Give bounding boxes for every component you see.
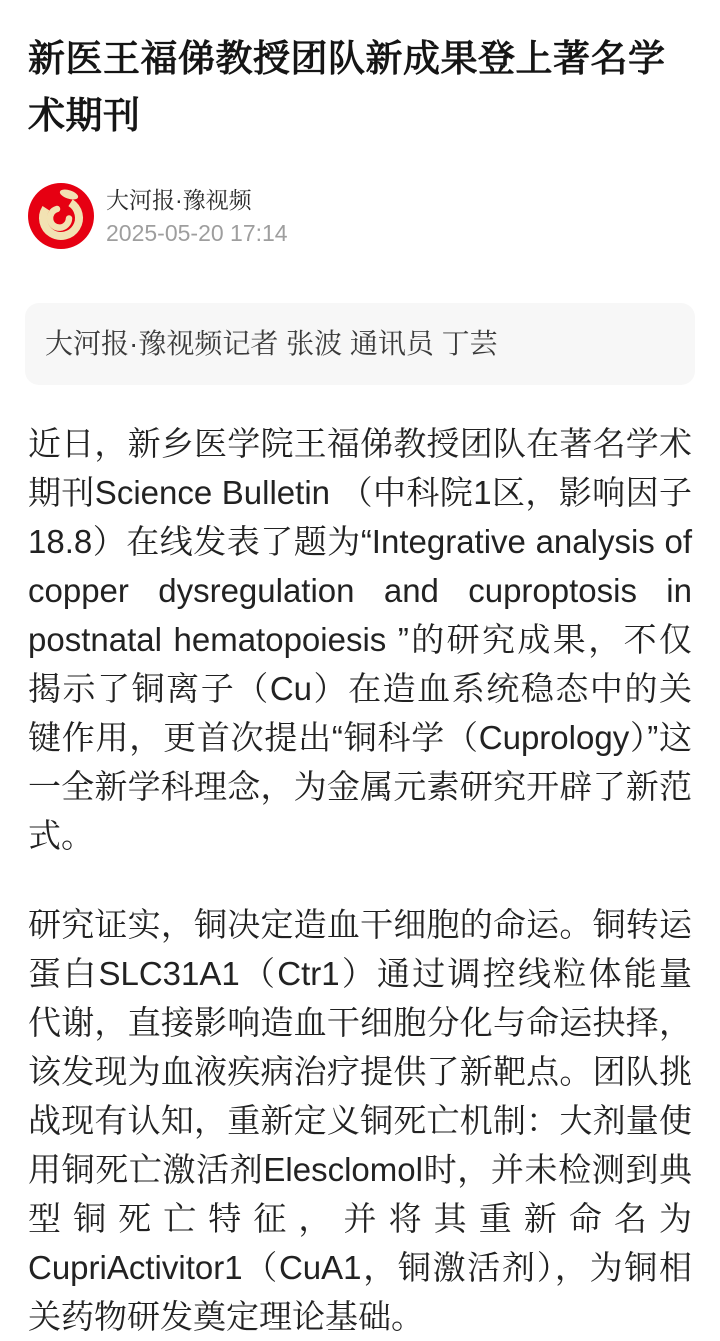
byline-text: 大河报·豫视频记者 张波 通讯员 丁芸 [45,328,498,359]
article-title: 新医王福俤教授团队新成果登上著名学术期刊 [28,38,666,136]
article-paragraph-1: 近日，新乡医学院王福俤教授团队在著名学术期刊Science Bulletin （中科院1区，影响因子18.8）在线发表了题为“Integrative analysis of copper dysregulation and cuproptosis in postnatal hematopoiesis ”的研究成果，不仅揭示了铜离子（Cu）在造血系统稳态中的关键作用，更首次提出“铜科学（Cuprology）”这一全新学科理念，为金属元素研究开辟了新范式。 [28,425,692,854]
publisher-row[interactable] [28,183,692,249]
dahebao-logo-icon[interactable] [28,183,94,249]
byline-box [25,303,695,385]
article-paragraph-2: 研究证实，铜决定造血干细胞的命运。铜转运蛋白SLC31A1（Ctr1）通过调控线粒体能量代谢，直接影响造血干细胞分化与命运抉择，该发现为血液疾病治疗提供了新靶点。团队挑战现有认知，重新定义铜死亡机制：大剂量使用铜死亡激活剂Elesclomol时，并未检测到典型铜死亡特征，并将其重新命名为CupriActivitor1（CuA1，铜激活剂），为铜相关药物研发奠定理论基础。 [28,906,692,1335]
publisher-name[interactable]: 大河报·豫视频 [106,186,252,213]
publisher-meta [106,185,288,248]
publish-date: 2025-05-20 17:14 [106,219,288,246]
